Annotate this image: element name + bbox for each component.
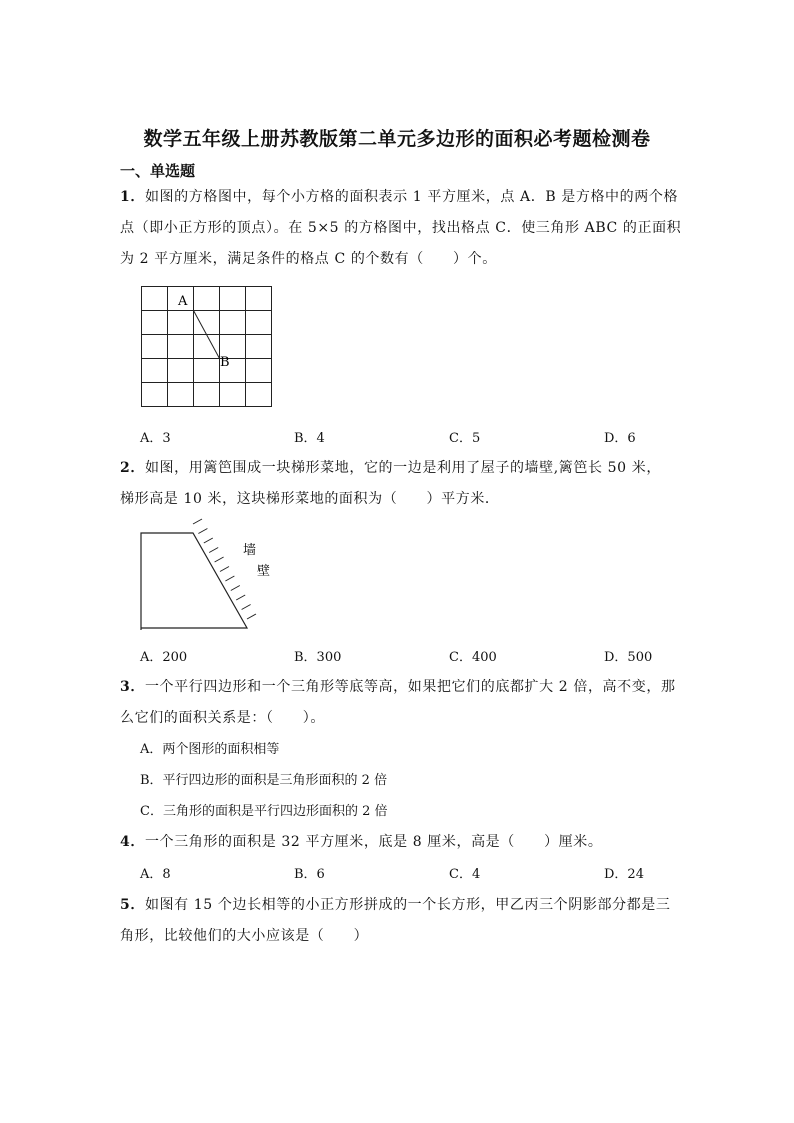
question-4-option-b[interactable]: B．6 <box>294 867 325 882</box>
grid-border <box>142 287 272 407</box>
question-4-option-c[interactable]: C．4 <box>449 867 481 882</box>
question-4-option-d[interactable]: D．24 <box>604 867 644 882</box>
question-5-line-1 <box>120 894 670 914</box>
question-5-line-2: 角形，比较他们的大小应该是（ ） <box>120 928 369 944</box>
question-1-grid-figure <box>138 283 278 413</box>
question-1-line-2: 点（即小正方形的顶点）。在 5×5 的方格图中，找出格点 C．使三角形 ABC 的正面积 <box>120 220 682 236</box>
question-3-option-a[interactable]: A．两个图形的面积相等 <box>140 742 280 757</box>
question-1-option-b[interactable]: B．4 <box>294 431 325 446</box>
question-2-text: 如图，用篱笆围成一块梯形菜地，它的一边是利用了屋子的墙壁,篱笆长 50 米， <box>144 460 661 476</box>
question-1-option-d[interactable]: D．6 <box>604 431 636 446</box>
question-2-trapezoid-figure <box>135 518 285 633</box>
question-4-text: 一个三角形的面积是 32 平方厘米，底是 8 厘米，高是（ ）厘米。 <box>144 834 603 850</box>
question-2-option-c[interactable]: C．400 <box>449 650 497 665</box>
trapezoid-outline <box>141 533 247 630</box>
wall-label-1: 墙 <box>243 543 257 558</box>
question-1-option-c[interactable]: C．5 <box>449 431 481 446</box>
question-5-number: 5． <box>120 897 145 913</box>
question-1-text: 如图的方格图中，每个小方格的面积表示 1 平方厘米，点 A．B 是方格中的两个格 <box>144 189 679 205</box>
question-3-line-1 <box>120 676 676 696</box>
question-4-number: 4． <box>120 834 145 850</box>
question-3-number: 3． <box>120 679 145 695</box>
question-4-line-1 <box>120 831 602 851</box>
question-3-option-b[interactable]: B．平行四边形的面积是三角形面积的 2 倍 <box>140 773 388 788</box>
question-2-number: 2． <box>120 460 145 476</box>
question-1-option-a[interactable]: A．3 <box>140 431 171 446</box>
wall-hatching <box>193 519 256 619</box>
section-heading: 一、单选题 <box>120 162 196 180</box>
wall-label-2: 壁 <box>257 564 271 579</box>
point-a-label: A <box>178 294 188 309</box>
question-2-option-b[interactable]: B．300 <box>294 650 342 665</box>
question-5-text: 如图有 15 个边长相等的小正方形拼成的一个长方形，甲乙丙三个阴影部分都是三 <box>144 897 671 913</box>
question-4-option-a[interactable]: A．8 <box>140 867 171 882</box>
question-3-text: 一个平行四边形和一个三角形等底等高，如果把它们的底都扩大 2 倍，高不变，那 <box>144 679 676 695</box>
question-1-line-3: 为 2 平方厘米，满足条件的格点 C 的个数有（ ）个。 <box>120 251 497 267</box>
question-3-line-2: 么它们的面积关系是：（ ）。 <box>120 710 325 726</box>
question-2-line-1 <box>120 457 661 477</box>
question-2-line-2: 梯形高是 10 米，这块梯形菜地的面积为（ ）平方米． <box>120 491 500 507</box>
point-b-label: B <box>220 355 230 370</box>
question-2-option-a[interactable]: A．200 <box>140 650 188 665</box>
question-2-option-d[interactable]: D．500 <box>604 650 653 665</box>
question-1-number: 1． <box>120 189 145 205</box>
question-1-line-1 <box>120 186 678 206</box>
page-title: 数学五年级上册苏教版第二单元多边形的面积必考题检测卷 <box>143 128 651 150</box>
question-3-option-c[interactable]: C．三角形的面积是平行四边形面积的 2 倍 <box>140 804 388 819</box>
grid-lines <box>142 287 272 407</box>
